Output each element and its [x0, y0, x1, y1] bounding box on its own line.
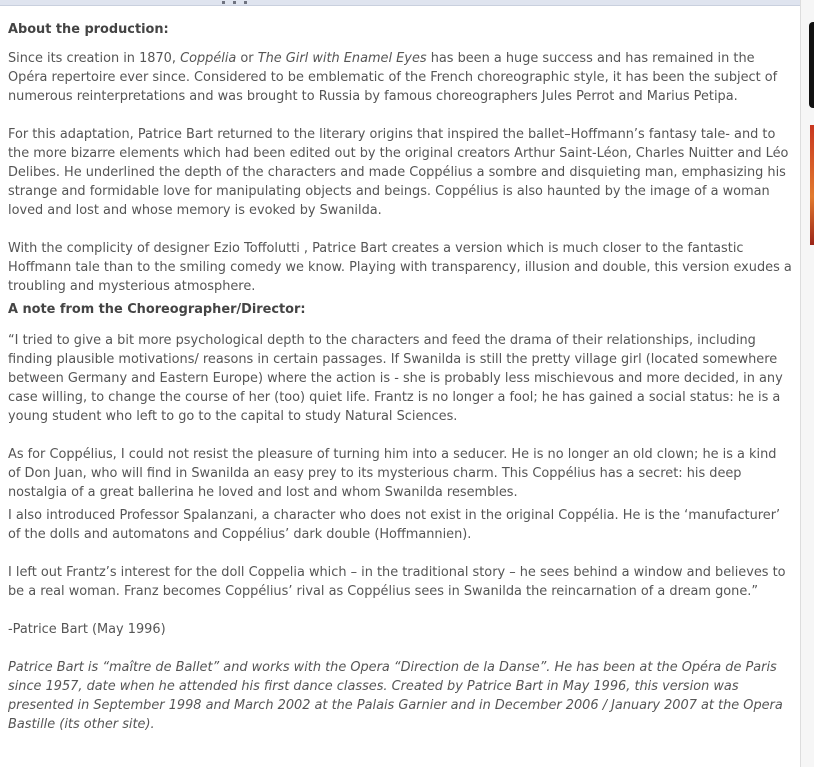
sidebar-image-strip[interactable]	[810, 125, 814, 245]
top-border	[0, 0, 800, 6]
text-span: or	[236, 51, 258, 66]
production-paragraph-3: With the complicity of designer Ezio Toffolutti , Patrice Bart creates a version which is much closer to the fantastic Hoffmann tale than to the smiling comedy we know. Playing with transparency, illusion and double, this version exudes a troubling and mysterious atmosphere.	[8, 241, 792, 294]
note-paragraph-1: “I tried to give a bit more psychological depth to the characters and feed the drama of their relationships, including finding plausible motivations/ reasons in certain passages. If Swanilda is still the pretty village girl (located somewhere between Germany and Eastern Europe) where the action is - she is probably less mischievous and more decided, in any case willing, to change the course of her (too) quiet life. Frantz is no longer a fool; he has gained a social status: he is a young student who left to go to the capital to study Natural Sciences.	[8, 333, 783, 424]
production-heading: About the production:	[8, 22, 169, 37]
signature: -Patrice Bart (May 1996)	[8, 622, 166, 637]
text-span: has been a huge success and has remained in the Opéra repertoire ever since. Considered to be emblematic of the French choreographic style, it has been the subject of numerous reinterpretations and was brought to Russia by famous choreographers Jules Perrot and Marius Petipa.	[8, 51, 778, 104]
italic-title: The Girl with Enamel Eyes	[257, 51, 427, 66]
cut-off-text-fragment	[222, 1, 252, 5]
note-paragraph-3: I also introduced Professor Spalanzani, a character who does not exist in the original Coppélia. He is the ‘manufacturer’ of the dolls and automatons and Coppélius’ dark double (Hoffmannien).	[8, 508, 781, 542]
note-paragraph-2: As for Coppélius, I could not resist the pleasure of turning him into a seducer. He is no longer an old clown; he is a kind of Don Juan, who will find in Swanilda an easy prey to its mysterious charm. This Coppélius has a secret: his deep nostalgia of a great ballerina he loved and lost and whom Swanilda resembles.	[8, 447, 777, 500]
article-content	[8, 20, 792, 734]
text-span: Since its creation in 1870,	[8, 51, 181, 66]
right-sidebar-edge	[800, 0, 814, 767]
note-paragraph-4: I left out Frantz’s interest for the doll Coppelia which – in the traditional story – he sees behind a window and believes to be a real woman. Franz becomes Coppélius’ rival as Coppélius sees in Swanilda the reincarnation of a dream gone.”	[8, 565, 786, 599]
production-paragraph-1	[8, 49, 792, 106]
note-heading: A note from the Choreographer/Director:	[8, 302, 306, 317]
production-paragraph-2: For this adaptation, Patrice Bart returned to the literary origins that inspired the ballet–Hoffmann’s fantasy tale- and to the more bizarre elements which had been edited out by the original creators Arthur Saint-Léon, Charles Nuitter and Léo Delibes. He underlined the depth of the characters and made Coppélius a sombre and disquieting man, emphasizing his strange and formidable love for manipulating objects and beings. Coppélius is also haunted by the image of a woman loved and lost and whose memory is evoked by Swanilda.	[8, 127, 789, 218]
sidebar-dark-block	[809, 22, 814, 108]
bio-note: Patrice Bart is “maître de Ballet” and works with the Opera “Direction de la Danse”. He has been at the Opéra de Paris since 1957, date when he attended his first dance classes. Created by Patrice Bart in May 1996, this version was presented in September 1998 and March 2002 at the Palais Garnier and in December 2006 / January 2007 at the Opera Bastille (its other site).	[8, 660, 783, 732]
italic-title: Coppélia	[180, 51, 237, 66]
